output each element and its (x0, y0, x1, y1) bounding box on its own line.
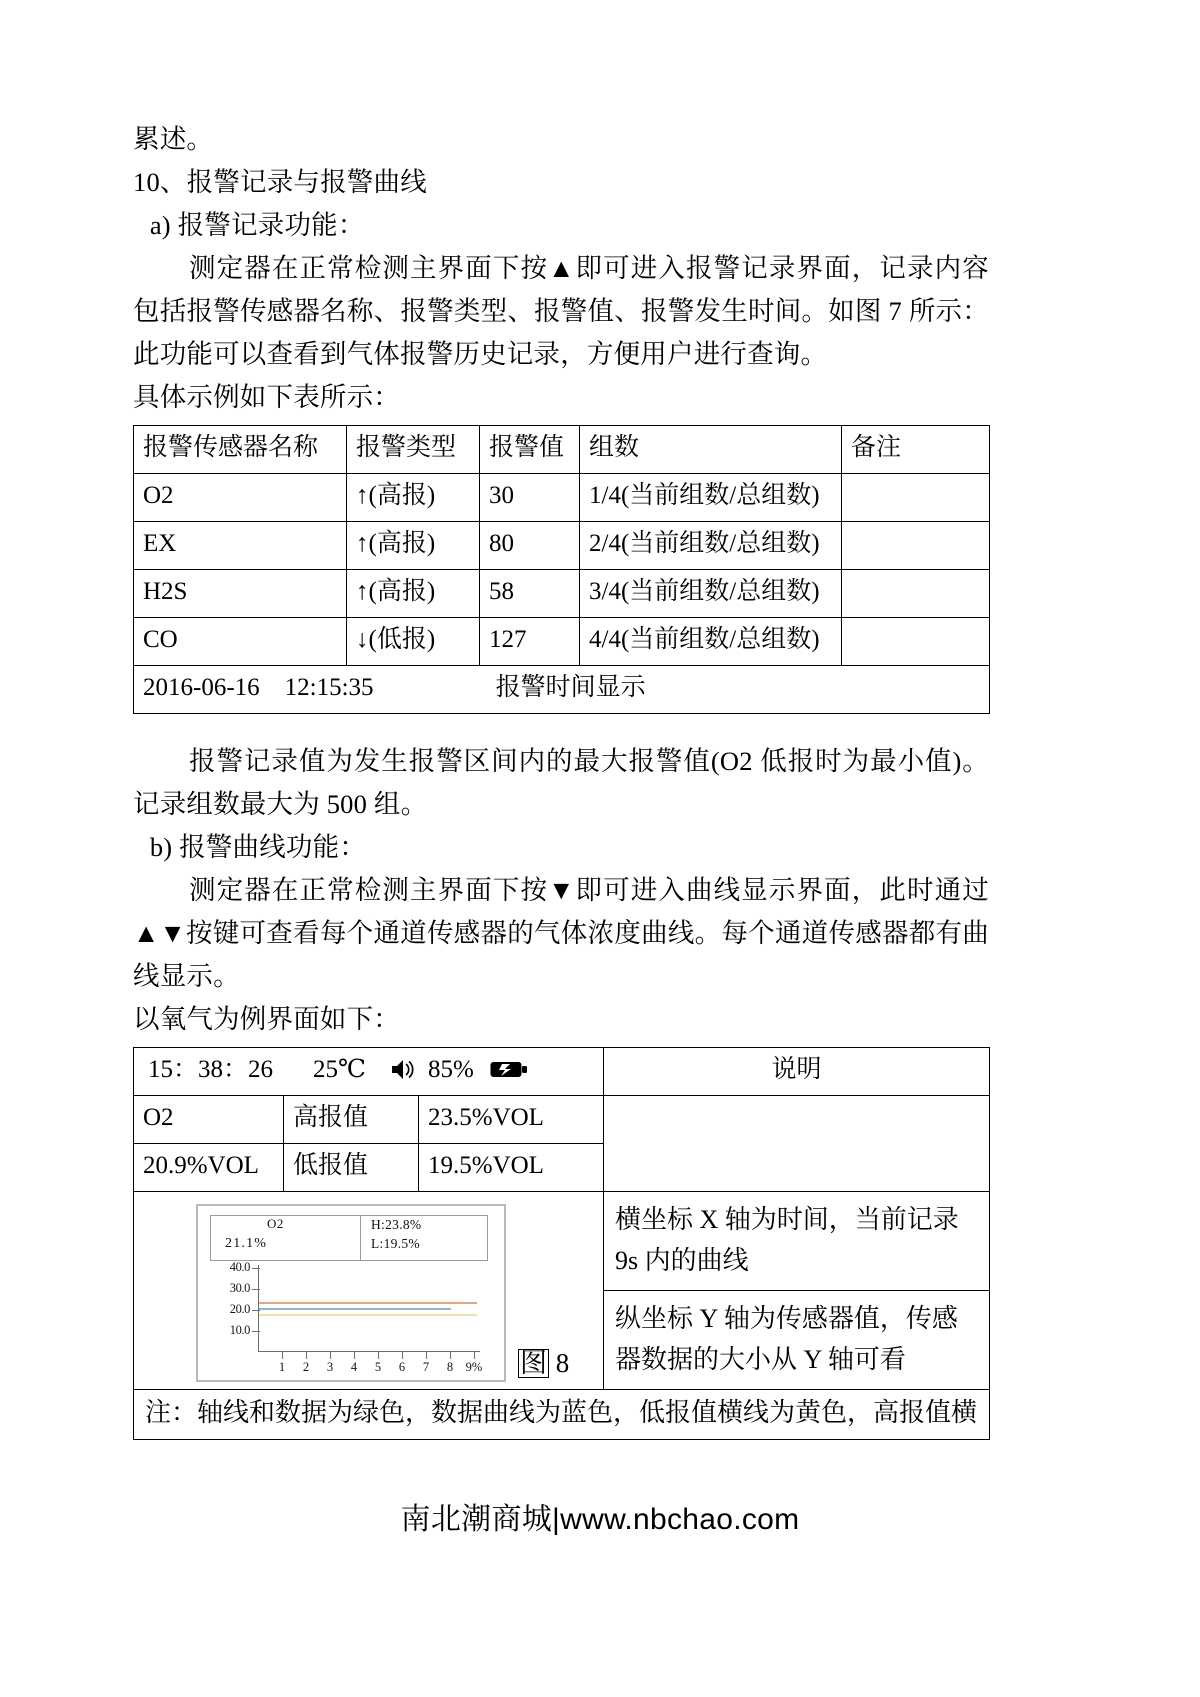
explanation-y-axis: 纵坐标 Y 轴为传感器值，传感器数据的大小从 Y 轴可看 (604, 1291, 990, 1390)
x-tick-label: 4 (350, 1360, 358, 1374)
column-header-sensor: 报警传感器名称 (134, 426, 347, 474)
table-row (134, 618, 990, 666)
high-alarm-line (259, 1302, 477, 1304)
paragraph-section-heading: 10、报警记录与报警曲线 (133, 167, 427, 197)
cell-value: 127 (480, 618, 580, 666)
x-tick-mark (282, 1351, 283, 1359)
device-status-bar (134, 1048, 604, 1096)
x-tick-label: 1 (278, 1360, 286, 1374)
data-curve-line (259, 1308, 451, 1310)
battery-icon (490, 1058, 528, 1077)
paragraph-item-b: b) 报警曲线功能： (143, 832, 367, 862)
speaker-icon (391, 1059, 415, 1080)
x-tick-mark (426, 1351, 427, 1359)
column-header-type: 报警类型 (347, 426, 480, 474)
status-volume: 85% (427, 1055, 474, 1083)
table-row (134, 522, 990, 570)
cell-type: ↑(高报) (347, 474, 480, 522)
figure-caption (518, 1348, 569, 1379)
document-content (133, 118, 989, 1440)
status-time: 15：38：26 (148, 1055, 274, 1083)
column-header-group: 组数 (580, 426, 842, 474)
cell-remark (842, 522, 990, 570)
paragraph-item-a: a) 报警记录功能： (143, 210, 365, 240)
cell-group: 2/4(当前组数/总组数) (580, 522, 842, 570)
table-header-row (134, 426, 990, 474)
y-tick-label: 30.0 (229, 1281, 250, 1295)
alarm-date: 2016-06-16 (143, 673, 260, 701)
x-tick-label: 7 (422, 1360, 430, 1374)
low-alarm-line (259, 1314, 477, 1316)
lcd-gas-reading: 21.1% (225, 1236, 268, 1251)
lcd-plot-area (210, 1260, 488, 1374)
paragraph-example-intro: 具体示例如下表所示： (133, 382, 400, 412)
x-tick-label: 9% (465, 1360, 483, 1374)
lcd-header (210, 1215, 488, 1261)
cell-type: ↑(高报) (347, 570, 480, 618)
lcd-screen (196, 1204, 506, 1382)
cell-group: 3/4(当前组数/总组数) (580, 570, 842, 618)
column-header-remark: 备注 (842, 426, 990, 474)
table-row (134, 570, 990, 618)
cell-value: 80 (480, 522, 580, 570)
cell-sensor: CO (134, 618, 347, 666)
alarm-time-row (134, 666, 990, 714)
y-tick-mark (252, 1268, 260, 1269)
note-row (134, 1390, 990, 1440)
page-footer: 南北潮商城|www.nbchao.com (400, 1503, 800, 1536)
paragraph-leading: 累述。 (133, 124, 214, 154)
x-tick-label: 5 (374, 1360, 382, 1374)
x-tick-mark (474, 1351, 475, 1359)
table-row (134, 474, 990, 522)
cell-remark (842, 618, 990, 666)
high-alarm-label: 高报值 (284, 1096, 419, 1144)
cell-type: ↓(低报) (347, 618, 480, 666)
lcd-low-annotation: L:19.5% (371, 1236, 420, 1251)
table-footer-row (134, 666, 990, 714)
cell-sensor: O2 (134, 474, 347, 522)
explanation-x-axis: 横坐标 X 轴为时间，当前记录 9s 内的曲线 (604, 1192, 990, 1291)
x-tick-mark (378, 1351, 379, 1359)
curve-interface-table (133, 1047, 990, 1440)
lcd-screen-inner (210, 1215, 488, 1374)
x-tick-mark (450, 1351, 451, 1359)
lcd-figure-cell (134, 1192, 604, 1390)
gas-reading: 20.9%VOL (134, 1144, 284, 1192)
y-tick-label: 10.0 (229, 1323, 250, 1337)
alarm-record-table (133, 425, 990, 714)
figure-caption-prefix: 图 (520, 1347, 547, 1378)
cell-type: ↑(高报) (347, 522, 480, 570)
y-tick-mark (252, 1331, 260, 1332)
paragraph-alarm-record-desc: 测定器在正常检测主界面下按▲即可进入报警记录界面，记录内容包括报警传感器名称、报警类型、报警值、报警发生时间。如图 7 所示：此功能可以查看到气体报警历史记录，方便用户进行查询。 (133, 253, 989, 369)
x-tick-mark (354, 1351, 355, 1359)
y-tick-label: 20.0 (229, 1302, 250, 1316)
cell-sensor: EX (134, 522, 347, 570)
y-tick-mark (252, 1310, 260, 1311)
lcd-high-annotation: H:23.8% (371, 1217, 422, 1232)
lcd-header-right (361, 1216, 487, 1260)
x-tick-label: 8 (446, 1360, 454, 1374)
low-alarm-label: 低报值 (284, 1144, 419, 1192)
cell-value: 30 (480, 474, 580, 522)
figure-row (134, 1192, 990, 1291)
alarm-time-label: 报警时间显示 (495, 673, 646, 701)
cell-remark (842, 570, 990, 618)
low-alarm-value: 19.5%VOL (419, 1144, 604, 1192)
x-tick-label: 3 (326, 1360, 334, 1374)
explanation-column-header: 说明 (604, 1048, 990, 1096)
cell-remark (842, 474, 990, 522)
figure-caption-number: 8 (555, 1347, 570, 1378)
cell-group: 1/4(当前组数/总组数) (580, 474, 842, 522)
paragraph-oxygen-intro: 以氧气为例界面如下： (133, 1004, 400, 1034)
cell-group: 4/4(当前组数/总组数) (580, 618, 842, 666)
x-tick-mark (306, 1351, 307, 1359)
y-tick-label: 40.0 (229, 1260, 250, 1274)
paragraph-curve-desc: 测定器在正常检测主界面下按▼即可进入曲线显示界面，此时通过▲▼按键可查看每个通道传感器的气体浓度曲线。每个通道传感器都有曲线显示。 (133, 875, 989, 991)
high-alarm-value: 23.5%VOL (419, 1096, 604, 1144)
status-header-row (134, 1048, 990, 1096)
x-tick-label: 6 (398, 1360, 406, 1374)
y-tick-mark (252, 1289, 260, 1290)
lcd-gas-name: O2 (267, 1216, 284, 1231)
status-temperature: 25℃ (313, 1055, 366, 1083)
x-tick-mark (330, 1351, 331, 1359)
cell-value: 58 (480, 570, 580, 618)
alarm-time: 12:15:35 (284, 673, 374, 701)
color-legend-note: 注：轴线和数据为绿色，数据曲线为蓝色，低报值横线为黄色，高报值横 (134, 1390, 990, 1440)
column-header-value: 报警值 (480, 426, 580, 474)
cell-sensor: H2S (134, 570, 347, 618)
x-tick-mark (402, 1351, 403, 1359)
explanation-empty-cell (604, 1096, 990, 1192)
gas-name: O2 (134, 1096, 284, 1144)
lcd-header-left (211, 1216, 361, 1260)
x-axis-line (258, 1351, 480, 1352)
gas-high-row (134, 1096, 990, 1144)
paragraph-alarm-value-desc: 报警记录值为发生报警区间内的最大报警值(O2 低报时为最小值)。记录组数最大为 500 组。 (133, 746, 989, 819)
x-tick-label: 2 (302, 1360, 310, 1374)
